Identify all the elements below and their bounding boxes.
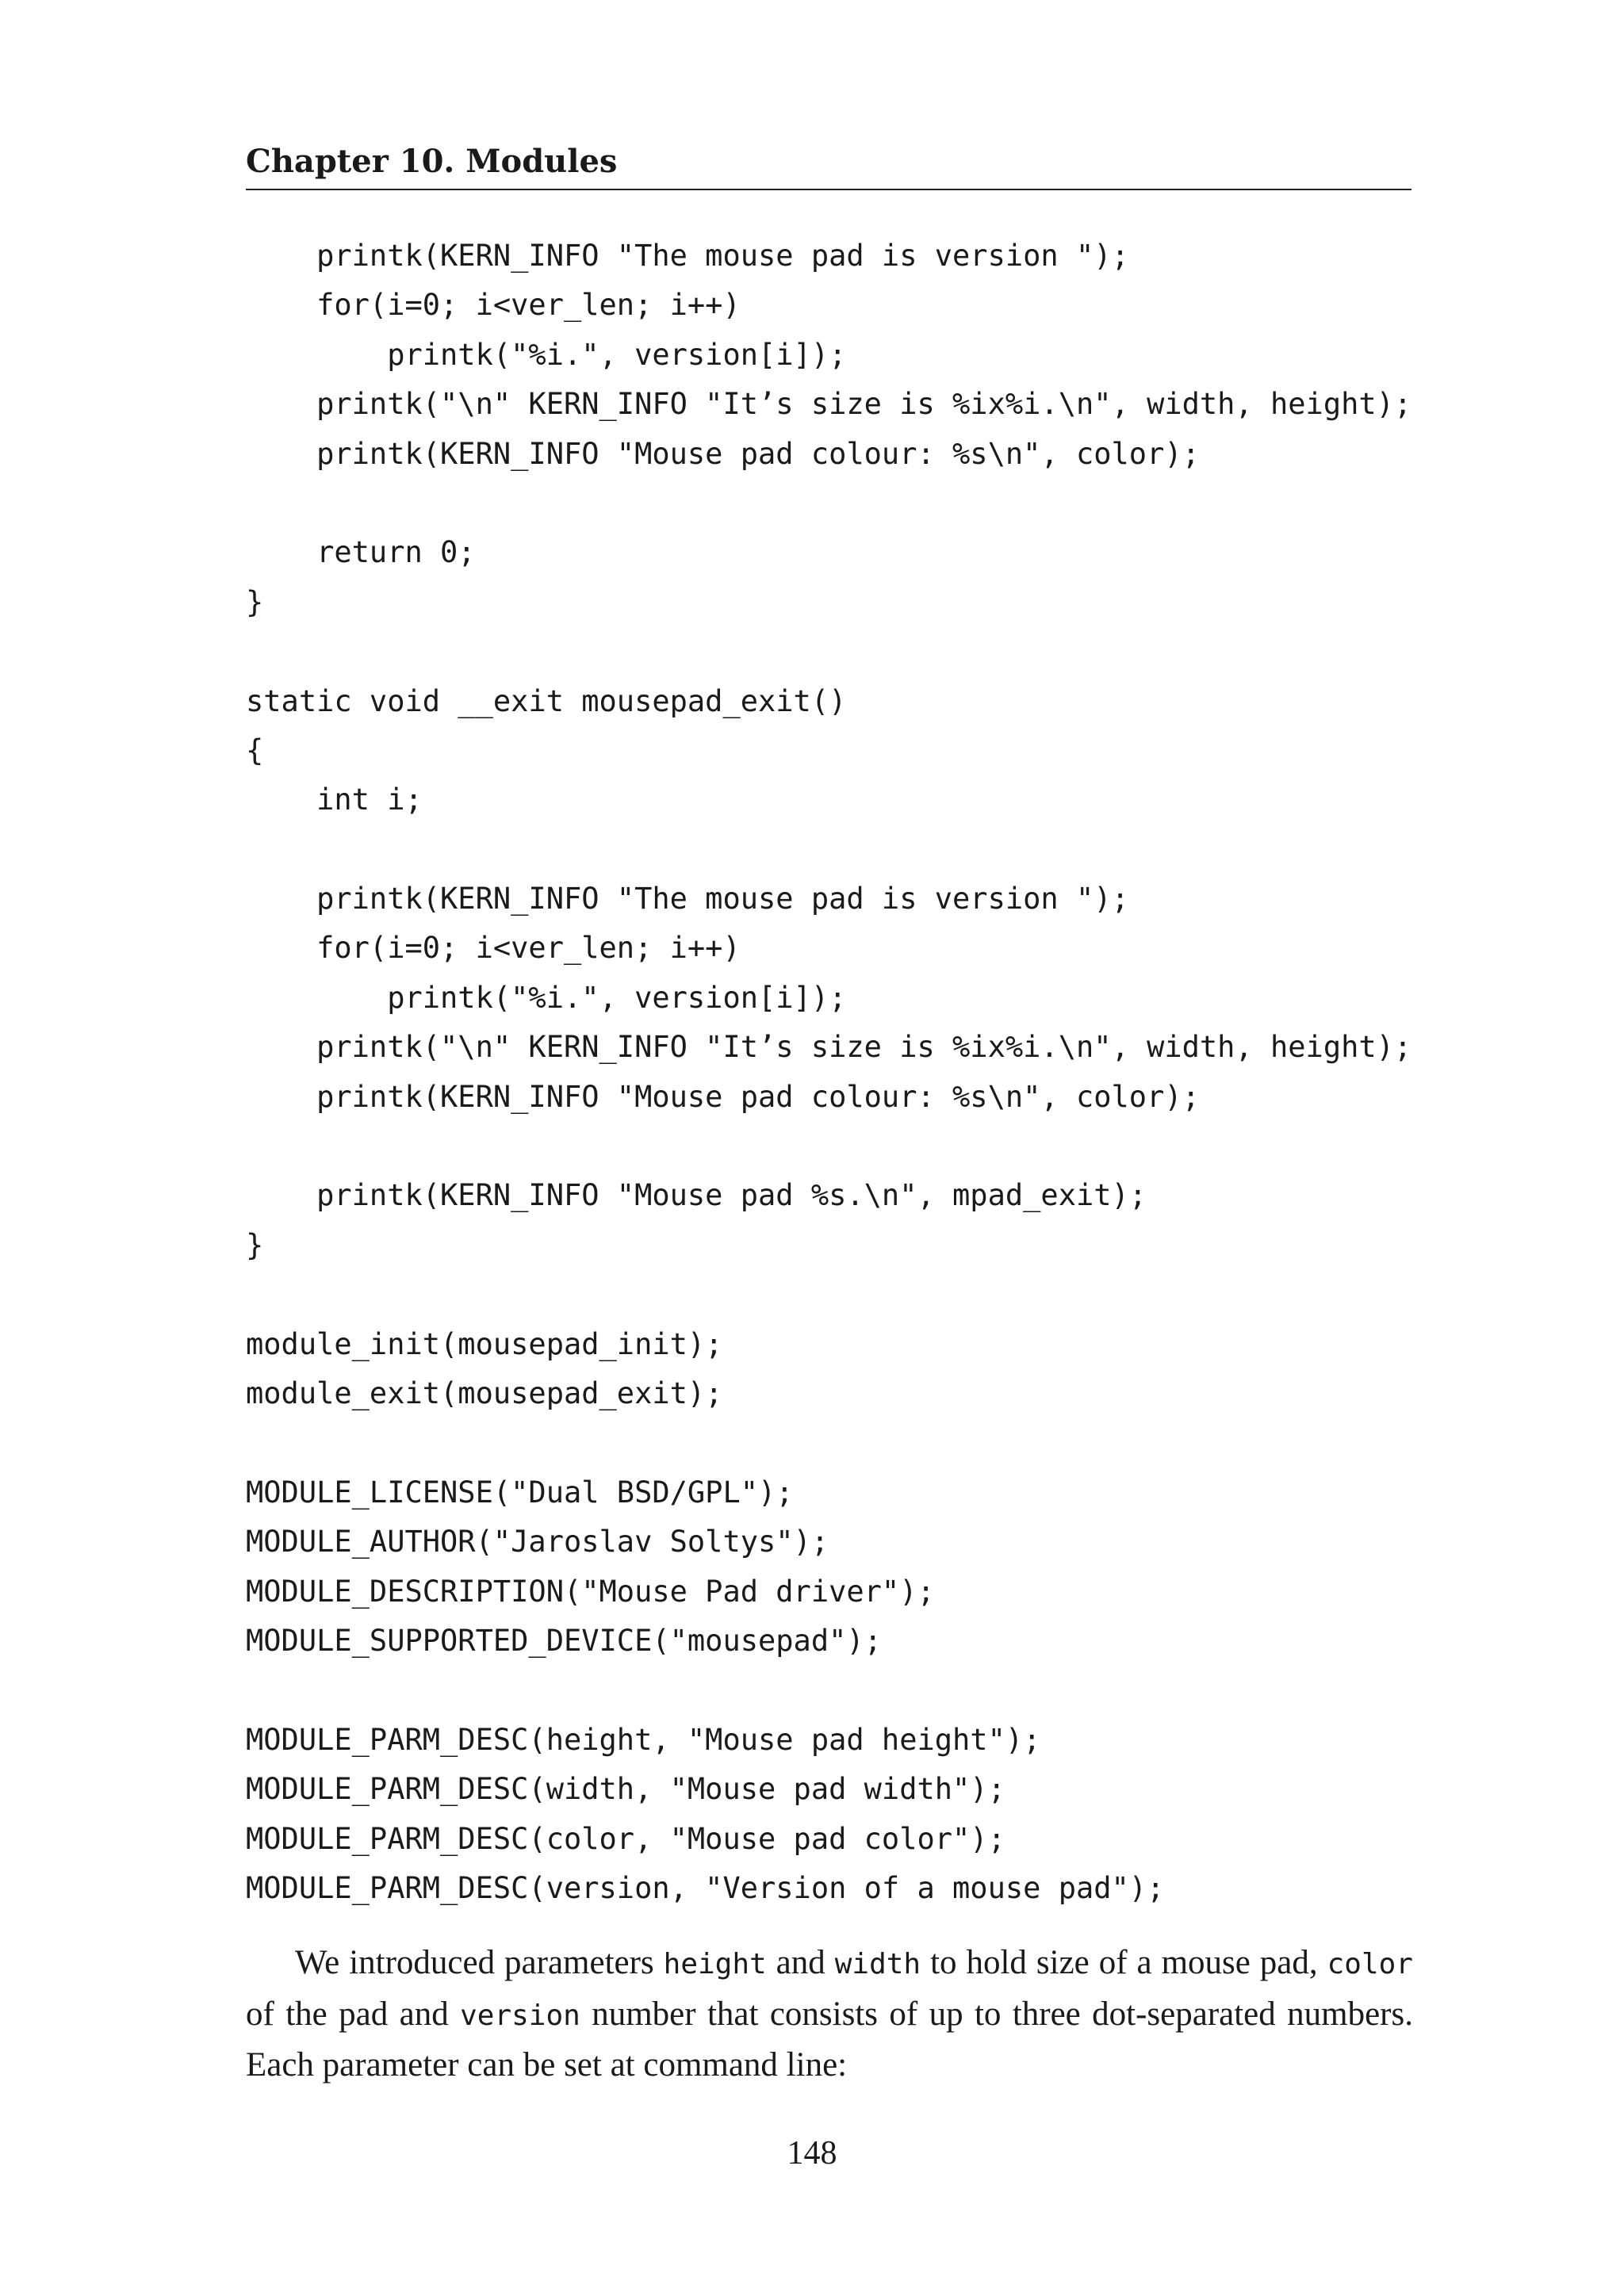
code-line — [246, 479, 1419, 528]
paragraph-text: We introduced parameters — [295, 1944, 664, 1981]
code-line — [246, 1666, 1419, 1715]
inline-code-width: width — [834, 1948, 921, 1980]
code-line — [246, 1122, 1419, 1171]
code-line — [246, 825, 1419, 874]
code-line: printk(KERN_INFO "Mouse pad %s.\n", mpad_exit); — [246, 1178, 1147, 1213]
code-line: printk("\n" KERN_INFO "It’s size is %ix%i.\n", width, height); — [246, 1030, 1412, 1065]
code-line: MODULE_SUPPORTED_DEVICE("mousepad"); — [246, 1623, 882, 1658]
code-line: MODULE_DESCRIPTION("Mouse Pad driver"); — [246, 1574, 935, 1609]
paragraph-text: to hold size of a mouse pad, — [921, 1944, 1327, 1981]
paragraph-text: number that consists of up to three dot-separated numbers. Each parameter can be set at command line: — [246, 1995, 1413, 2084]
page-number: 148 — [787, 2135, 837, 2172]
inline-code-height: height — [663, 1948, 767, 1980]
code-line: MODULE_PARM_DESC(width, "Mouse pad width"); — [246, 1772, 1005, 1807]
code-line: MODULE_AUTHOR("Jaroslav Soltys"); — [246, 1525, 829, 1559]
code-line: for(i=0; i<ver_len; i++) — [246, 931, 741, 966]
code-line: MODULE_PARM_DESC(color, "Mouse pad color"); — [246, 1821, 1005, 1856]
code-line: printk(KERN_INFO "The mouse pad is version "); — [246, 239, 1129, 273]
code-line: } — [246, 1227, 264, 1262]
code-line: module_init(mousepad_init); — [246, 1326, 723, 1361]
body-paragraph — [246, 1938, 1413, 2091]
code-line: static void __exit mousepad_exit() — [246, 683, 847, 718]
paragraph-text: and — [766, 1944, 835, 1981]
code-line: module_exit(mousepad_exit); — [246, 1376, 723, 1410]
inline-code-color: color — [1327, 1948, 1413, 1980]
code-line: printk("%i.", version[i]); — [246, 337, 847, 372]
code-line: } — [246, 584, 264, 619]
code-line: int i; — [246, 783, 423, 817]
code-line: return 0; — [246, 535, 476, 570]
code-line — [246, 1418, 1419, 1468]
code-line: printk(KERN_INFO "Mouse pad colour: %s\n", color); — [246, 436, 1200, 471]
inline-code-version: version — [460, 1999, 580, 2032]
code-line: printk("\n" KERN_INFO "It’s size is %ix%i.\n", width, height); — [246, 387, 1412, 422]
page-header — [246, 141, 1411, 190]
code-line: printk(KERN_INFO "Mouse pad colour: %s\n", color); — [246, 1079, 1200, 1114]
code-line: printk(KERN_INFO "The mouse pad is version "); — [246, 882, 1129, 916]
chapter-title: Chapter 10. Modules — [246, 143, 618, 180]
code-line — [246, 1270, 1419, 1319]
code-listing — [246, 232, 1419, 1913]
code-line: MODULE_PARM_DESC(height, "Mouse pad height"); — [246, 1722, 1041, 1757]
code-line: { — [246, 733, 264, 767]
code-line: printk("%i.", version[i]); — [246, 980, 847, 1015]
paragraph-text: of the pad and — [246, 1995, 461, 2033]
code-line — [246, 627, 1419, 676]
code-line: MODULE_PARM_DESC(version, "Version of a mouse pad"); — [246, 1870, 1165, 1905]
code-line: MODULE_LICENSE("Dual BSD/GPL"); — [246, 1475, 794, 1510]
code-line: for(i=0; i<ver_len; i++) — [246, 288, 741, 323]
